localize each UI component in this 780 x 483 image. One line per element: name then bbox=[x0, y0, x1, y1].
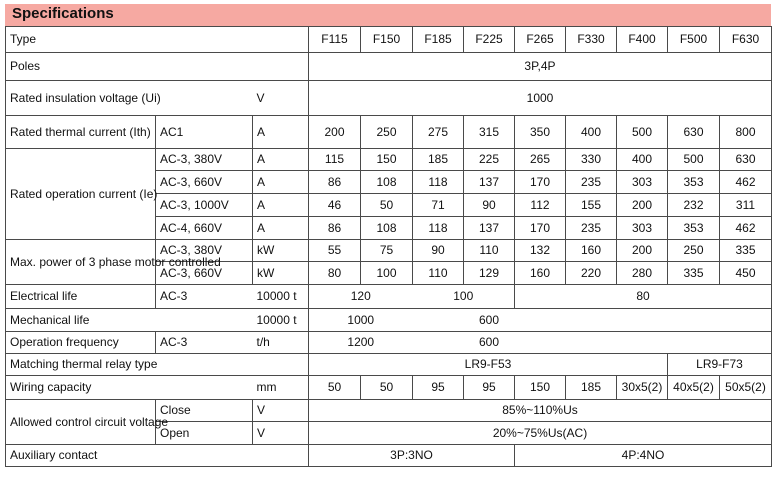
value-cell: 170 bbox=[515, 217, 566, 240]
unit-cell: t/h bbox=[253, 332, 309, 354]
value-cell: 200 bbox=[309, 116, 361, 149]
value-cell: 100 bbox=[413, 285, 515, 309]
value-cell: 80 bbox=[515, 285, 772, 309]
value-cell: 1200 bbox=[309, 332, 413, 354]
value-cell: 500 bbox=[617, 116, 668, 149]
row-label: Allowed control circuit voltage bbox=[6, 400, 156, 445]
value-cell: 85%~110%Us bbox=[309, 400, 772, 422]
value-cell: 90 bbox=[413, 240, 464, 262]
value-cell: 1000 bbox=[309, 309, 413, 332]
value-cell: 265 bbox=[515, 149, 566, 171]
row-label: Mechanical life bbox=[6, 309, 156, 332]
value-cell: 280 bbox=[617, 262, 668, 285]
value-cell: 30x5(2) bbox=[617, 376, 668, 400]
category-cell: AC1 bbox=[156, 116, 253, 149]
value-cell: 71 bbox=[413, 194, 464, 217]
value-cell: 137 bbox=[464, 171, 515, 194]
poles-value: 3P,4P bbox=[309, 53, 772, 81]
model-header: F500 bbox=[668, 27, 720, 53]
value-cell: 462 bbox=[720, 171, 772, 194]
value-cell: 110 bbox=[413, 262, 464, 285]
category-cell: AC-3, 660V bbox=[156, 262, 253, 285]
unit-cell: kW bbox=[253, 262, 309, 285]
table-row bbox=[6, 116, 772, 149]
value-cell: 800 bbox=[720, 116, 772, 149]
value-cell: 600 bbox=[413, 309, 566, 332]
value-cell: 110 bbox=[464, 240, 515, 262]
value-cell: 200 bbox=[617, 194, 668, 217]
model-header: F265 bbox=[515, 27, 566, 53]
value-cell: 150 bbox=[361, 149, 413, 171]
value-cell: 630 bbox=[668, 116, 720, 149]
value-cell: 303 bbox=[617, 217, 668, 240]
page-title: Specifications bbox=[12, 5, 114, 22]
table-row bbox=[6, 445, 772, 467]
value-cell: 185 bbox=[413, 149, 464, 171]
value-cell: 250 bbox=[668, 240, 720, 262]
unit-cell: A bbox=[253, 217, 309, 240]
value-cell: 155 bbox=[566, 194, 617, 217]
category-cell: Close bbox=[156, 400, 253, 422]
unit-cell: 10000 t bbox=[253, 309, 309, 332]
value-cell: 170 bbox=[515, 171, 566, 194]
row-label: Auxiliary contact bbox=[6, 445, 309, 467]
unit-cell: V bbox=[253, 400, 309, 422]
value-cell: 630 bbox=[720, 149, 772, 171]
relay-value: LR9-F73 bbox=[668, 354, 772, 376]
row-label: Poles bbox=[6, 53, 309, 81]
value-cell: 225 bbox=[464, 149, 515, 171]
value-cell: 353 bbox=[668, 217, 720, 240]
table-row bbox=[6, 53, 772, 81]
value-cell: 350 bbox=[515, 116, 566, 149]
value-cell: 50 bbox=[361, 376, 413, 400]
value-cell: 315 bbox=[464, 116, 515, 149]
value-cell: 120 bbox=[309, 285, 413, 309]
table-row bbox=[6, 332, 772, 354]
value-cell: 20%~75%Us(AC) bbox=[309, 422, 772, 445]
category-cell: AC-3, 380V bbox=[156, 149, 253, 171]
table-row bbox=[6, 81, 772, 116]
model-header: F400 bbox=[617, 27, 668, 53]
category-cell: AC-3 bbox=[156, 332, 253, 354]
category-cell: AC-3, 1000V bbox=[156, 194, 253, 217]
unit-cell: mm bbox=[253, 376, 309, 400]
value-cell: 160 bbox=[515, 262, 566, 285]
unit-cell: A bbox=[253, 194, 309, 217]
value-cell: 235 bbox=[566, 171, 617, 194]
value-cell: 90 bbox=[464, 194, 515, 217]
value-cell: 500 bbox=[668, 149, 720, 171]
table-row bbox=[6, 240, 772, 262]
value-cell: 100 bbox=[361, 262, 413, 285]
value-cell: 108 bbox=[361, 171, 413, 194]
value-cell: 353 bbox=[668, 171, 720, 194]
value-cell: 450 bbox=[720, 262, 772, 285]
value-cell: 185 bbox=[566, 376, 617, 400]
unit-cell: V bbox=[253, 81, 309, 116]
value-cell: 86 bbox=[309, 171, 361, 194]
relay-value: LR9-F53 bbox=[309, 354, 668, 376]
unit-cell: A bbox=[253, 171, 309, 194]
row-label: Electrical life bbox=[6, 285, 156, 309]
row-label: Max. power of 3 phase motor controlled bbox=[6, 240, 156, 285]
table-row bbox=[6, 309, 772, 332]
value-cell: 3P:3NO bbox=[309, 445, 515, 467]
model-header: F150 bbox=[361, 27, 413, 53]
model-header: F330 bbox=[566, 27, 617, 53]
value-cell: 95 bbox=[464, 376, 515, 400]
value-cell: 75 bbox=[361, 240, 413, 262]
table-row bbox=[6, 27, 772, 53]
model-header: F185 bbox=[413, 27, 464, 53]
model-header: F115 bbox=[309, 27, 361, 53]
value-cell: 330 bbox=[566, 149, 617, 171]
category-cell: Open bbox=[156, 422, 253, 445]
value-cell: 80 bbox=[309, 262, 361, 285]
value-cell: 86 bbox=[309, 217, 361, 240]
table-row bbox=[6, 400, 772, 422]
category-cell: AC-3, 380V bbox=[156, 240, 253, 262]
row-label: Type bbox=[6, 27, 309, 53]
category-cell: AC-3 bbox=[156, 285, 253, 309]
unit-cell: 10000 t bbox=[253, 285, 309, 309]
value-cell: 335 bbox=[668, 262, 720, 285]
row-label: Rated operation current (Ie) bbox=[6, 149, 156, 240]
value-cell: 600 bbox=[413, 332, 566, 354]
value-cell: 400 bbox=[617, 149, 668, 171]
value-cell: 118 bbox=[413, 171, 464, 194]
value-cell: 400 bbox=[566, 116, 617, 149]
value-cell: 232 bbox=[668, 194, 720, 217]
value-cell: 303 bbox=[617, 171, 668, 194]
model-header: F225 bbox=[464, 27, 515, 53]
value-cell: 220 bbox=[566, 262, 617, 285]
value-cell: 50x5(2) bbox=[720, 376, 772, 400]
value-cell: 112 bbox=[515, 194, 566, 217]
value-cell: 150 bbox=[515, 376, 566, 400]
row-label: Rated insulation voltage (Ui) bbox=[6, 81, 253, 116]
unit-cell: V bbox=[253, 422, 309, 445]
row-label: Rated thermal current (Ith) bbox=[6, 116, 156, 149]
unit-cell: kW bbox=[253, 240, 309, 262]
category-cell: AC-4, 660V bbox=[156, 217, 253, 240]
value-cell: 129 bbox=[464, 262, 515, 285]
value-cell: 275 bbox=[413, 116, 464, 149]
value-cell: 55 bbox=[309, 240, 361, 262]
value-cell: 200 bbox=[617, 240, 668, 262]
insulation-value: 1000 bbox=[309, 81, 772, 116]
title-bar bbox=[5, 4, 771, 26]
unit-cell: A bbox=[253, 116, 309, 149]
row-label: Matching thermal relay type bbox=[6, 354, 309, 376]
row-label: Wiring capacity bbox=[6, 376, 253, 400]
unit-cell: A bbox=[253, 149, 309, 171]
value-cell: 108 bbox=[361, 217, 413, 240]
row-label: Operation frequency bbox=[6, 332, 156, 354]
value-cell: 335 bbox=[720, 240, 772, 262]
value-cell: 46 bbox=[309, 194, 361, 217]
value-cell: 132 bbox=[515, 240, 566, 262]
value-cell: 137 bbox=[464, 217, 515, 240]
value-cell: 311 bbox=[720, 194, 772, 217]
table-row bbox=[6, 285, 772, 309]
value-cell: 118 bbox=[413, 217, 464, 240]
value-cell: 40x5(2) bbox=[668, 376, 720, 400]
value-cell: 4P:4NO bbox=[515, 445, 772, 467]
table-row bbox=[6, 149, 772, 171]
table-row bbox=[6, 376, 772, 400]
value-cell: 462 bbox=[720, 217, 772, 240]
specifications-table bbox=[5, 26, 772, 467]
value-cell: 50 bbox=[361, 194, 413, 217]
model-header: F630 bbox=[720, 27, 772, 53]
category-cell: AC-3, 660V bbox=[156, 171, 253, 194]
value-cell: 160 bbox=[566, 240, 617, 262]
value-cell: 235 bbox=[566, 217, 617, 240]
value-cell: 95 bbox=[413, 376, 464, 400]
value-cell: 50 bbox=[309, 376, 361, 400]
table-row bbox=[6, 354, 772, 376]
value-cell: 250 bbox=[361, 116, 413, 149]
value-cell: 115 bbox=[309, 149, 361, 171]
